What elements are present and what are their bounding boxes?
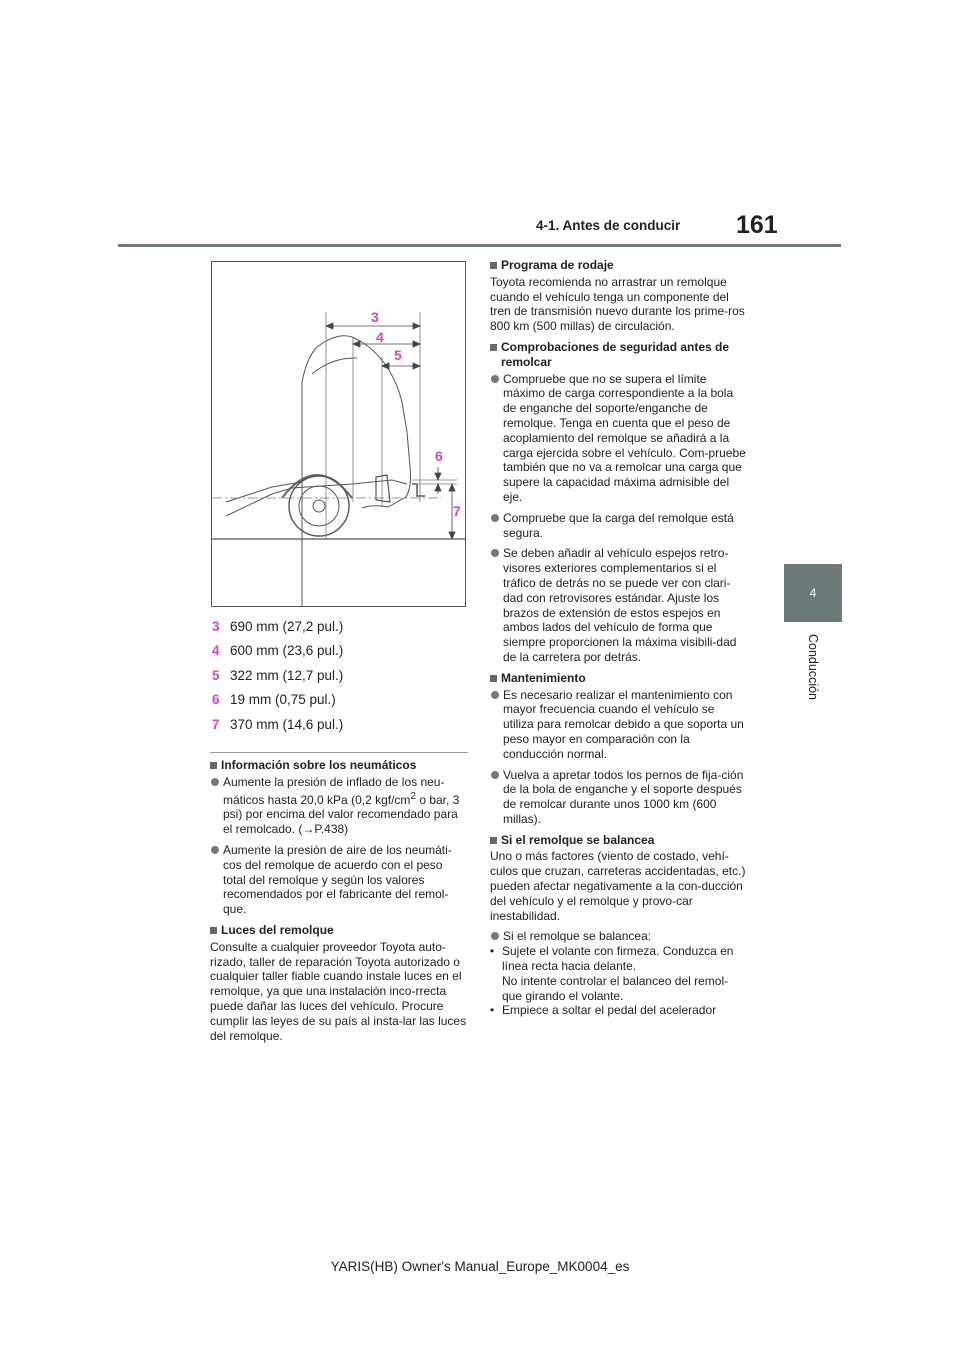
square-bullet-icon <box>490 262 497 269</box>
circle-bullet-icon <box>491 691 499 699</box>
footer-doc-id: YARIS(HB) Owner's Manual_Europe_MK0004_es <box>330 1259 630 1274</box>
figure-label-3: 3 <box>371 309 379 325</box>
sub-bullet: • Empiece a soltar el pedal del acelerador <box>490 1003 717 1018</box>
legend-item: 6 19 mm (0,75 pul.) <box>212 692 336 708</box>
figure-label-6: 6 <box>435 448 443 464</box>
square-bullet-icon <box>490 837 497 844</box>
circle-bullet-icon <box>491 932 499 940</box>
figure-label-7: 7 <box>453 503 461 519</box>
paragraph: Uno o más factores (viento de costado, vehí-culos que cruzan, carreteras accidentadas, etc.) pueden afectar negativamente a la con-ducción del vehículo y el remolque y provo-car inestabilidad. <box>490 849 746 923</box>
heading-balancea: Si el remolque se balancea <box>490 833 748 848</box>
legend-item: 3 690 mm (27,2 pul.) <box>212 618 344 634</box>
heading-luces: Luces del remolque <box>210 923 468 938</box>
figure-label-5: 5 <box>394 347 402 363</box>
circle-bullet-icon <box>491 549 499 557</box>
legend-item: 5 322 mm (12,7 pul.) <box>212 667 344 683</box>
heading-neumaticos: Información sobre los neumáticos <box>210 758 468 773</box>
bullet-item: Si el remolque se balancea: <box>490 929 748 944</box>
square-bullet-icon <box>210 762 217 769</box>
bullet-item: Vuelva a apretar todos los pernos de fija-ción de la bola de enganche y el soporte después de remolcar durante unos 1000 km (600 millas). <box>490 768 748 827</box>
paragraph: Consulte a cualquier proveedor Toyota auto-rizado, taller de reparación Toyota autorizado o cualquier taller fiable cuando instale luces en el remolque, ya que una instalación inco-rrecta puede dañar las luces del vehículo. Procure cumplir las leyes de su país al insta-lar las luces del remolque. <box>210 939 467 1043</box>
left-column <box>210 758 468 1049</box>
dimension-legend <box>212 614 468 737</box>
bullet-item: Aumente la presión de inflado de los neu-máticos hasta 20,0 kPa (0,2 kgf/$cm^2$ o bar, 3 psi) por encima del valor recomendado para el remolcado. (→P.438) <box>210 775 468 837</box>
header-rule <box>118 244 841 247</box>
figure-label-4: 4 <box>376 329 384 345</box>
page-number: 161 <box>736 211 778 239</box>
bullet-item: Compruebe que no se supera el límite máximo de carga correspondiente a la bola de enganche del soporte/enganche de remolque. Tenga en cuenta que el peso de acoplamiento del remolque se añadirá a la carga ejercida sobre el vehículo. Com-pruebe también que no va a remolcar una carga que supere la capacidad máxima admisible del eje. <box>490 372 748 505</box>
circle-bullet-icon <box>211 778 219 786</box>
circle-bullet-icon <box>491 514 499 522</box>
right-column <box>490 258 748 1018</box>
sub-bullet: • Sujete el volante con firmeza. Conduzca en línea recta hacia delante. No intente controlar el balanceo del remol-que girando el volante. <box>490 944 734 1003</box>
heading-rodaje: Programa de rodaje <box>490 258 748 273</box>
circle-bullet-icon <box>211 846 219 854</box>
legend-item: 4 600 mm (23,6 pul.) <box>212 643 344 659</box>
legend-item: 7 370 mm (14,6 pul.) <box>212 716 344 732</box>
section-title: 4-1. Antes de conducir <box>536 218 681 233</box>
chapter-tab-label: Conducción <box>806 633 821 701</box>
square-bullet-icon <box>490 675 497 682</box>
section-divider <box>210 752 468 753</box>
heading-mantenimiento: Mantenimiento <box>490 671 748 686</box>
bullet-item: Compruebe que la carga del remolque está segura. <box>490 511 748 541</box>
bullet-item: Es necesario realizar el mantenimiento con mayor frecuencia cuando el vehículo se utiliza para remolcar debido a que soporta un peso mayor en comparación con la conducción normal. <box>490 688 748 762</box>
heading-seguridad: Comprobaciones de seguridad antes de remolcar <box>490 340 748 370</box>
circle-bullet-icon <box>491 771 499 779</box>
towing-dimensions-figure <box>211 261 466 607</box>
paragraph: Toyota recomienda no arrastrar un remolque cuando el vehículo tenga un componente del tren de transmisión nuevo durante los prime-ros 800 km (500 millas) de circulación. <box>490 274 745 334</box>
chapter-tab-number[interactable]: 4 <box>784 564 842 622</box>
car-rear-diagram <box>212 262 465 606</box>
square-bullet-icon <box>490 344 497 351</box>
square-bullet-icon <box>210 927 217 934</box>
bullet-item: Aumente la presión de aire de los neumáti-cos del remolque de acuerdo con el peso total del remolque y según los valores recomendados por el fabricante del remol-que. <box>210 843 468 917</box>
circle-bullet-icon <box>491 375 499 383</box>
bullet-item: Se deben añadir al vehículo espejos retro-visores exteriores complementarios si el tráfico de detrás no se puede ver con clari-dad con retrovisores estándar. Ajuste los brazos de extensión de estos espejos en ambos lados del vehículo de forma que siempre proporcionen la máxima visibili-dad de la carretera por detrás. <box>490 546 748 664</box>
